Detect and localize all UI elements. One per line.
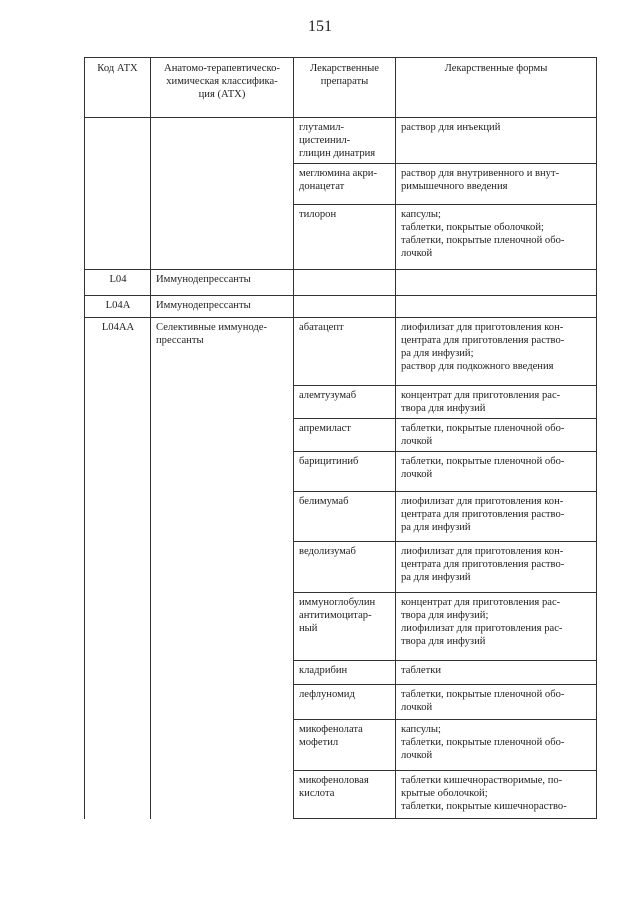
table-row	[85, 452, 597, 492]
drug-cell	[294, 661, 396, 685]
header-classification	[151, 58, 294, 118]
drug-cell	[294, 419, 396, 452]
table-row	[85, 771, 597, 819]
forms-cell	[396, 296, 597, 318]
drug-cell	[294, 771, 396, 819]
forms-cell	[396, 685, 597, 720]
forms-line: центрата для приготовления раство-	[401, 559, 565, 570]
header-code	[85, 58, 151, 118]
table-row	[85, 386, 597, 419]
drug-content	[294, 419, 395, 438]
forms-line: лочкой	[401, 248, 433, 259]
group-row	[85, 270, 597, 296]
code-cell	[85, 452, 151, 492]
code-cell	[85, 419, 151, 452]
classification-cell	[151, 118, 294, 164]
drug-line: барицитиниб	[299, 456, 359, 467]
code-cell	[85, 296, 151, 318]
atc-code-content	[85, 296, 150, 315]
table-header-row	[85, 58, 597, 118]
drug-content	[294, 661, 395, 680]
atc-code-text: L04	[109, 274, 127, 285]
forms-cell	[396, 164, 597, 205]
drug-line: тилорон	[299, 209, 337, 220]
forms-line: таблетки, покрытые пленочной обо-	[401, 423, 565, 434]
header-forms	[396, 58, 597, 118]
drug-line: ведолизумаб	[299, 546, 356, 557]
classification-cell	[151, 164, 294, 205]
code-cell	[85, 593, 151, 661]
drug-content	[294, 771, 395, 803]
table-row	[85, 419, 597, 452]
classification-cell	[151, 270, 294, 296]
classification-content	[151, 296, 293, 315]
drug-line: иммуноглобулин	[299, 597, 376, 608]
forms-line: ра для инфузий	[401, 572, 471, 583]
header-drugs-line: Лекарственные	[310, 63, 379, 74]
classification-line: Селективные иммуноде-	[156, 322, 267, 333]
classification-cell	[151, 492, 294, 542]
classification-cell	[151, 296, 294, 318]
forms-line: раствор для инъекций	[401, 122, 501, 133]
table-row	[85, 661, 597, 685]
classification-cell	[151, 452, 294, 492]
forms-line: центрата для приготовления раство-	[401, 335, 565, 346]
forms-line: центрата для приготовления раство-	[401, 509, 565, 520]
code-cell	[85, 661, 151, 685]
drug-line: микофенолата	[299, 724, 363, 735]
classification-cell	[151, 720, 294, 771]
classification-cell	[151, 419, 294, 452]
header-drugs-line: препараты	[320, 76, 369, 87]
forms-cell	[396, 492, 597, 542]
forms-line: лиофилизат для приготовления кон-	[401, 546, 564, 557]
forms-line: лочкой	[401, 750, 433, 761]
drug-content	[294, 542, 395, 561]
table-row	[85, 593, 597, 661]
drug-line: мофетил	[299, 737, 339, 748]
forms-line: лочкой	[401, 436, 433, 447]
code-cell	[85, 685, 151, 720]
drug-content	[294, 318, 395, 337]
forms-cell	[396, 771, 597, 819]
drug-cell	[294, 164, 396, 205]
code-cell	[85, 720, 151, 771]
forms-line: капсулы;	[401, 209, 441, 220]
drug-line: глутамил-	[299, 122, 345, 133]
forms-line: таблетки, покрытые кишечнораство-	[401, 801, 567, 812]
drug-cell	[294, 452, 396, 492]
code-cell	[85, 386, 151, 419]
forms-cell	[396, 661, 597, 685]
forms-cell	[396, 318, 597, 386]
forms-line: римышечного введения	[401, 181, 508, 192]
drug-cell	[294, 593, 396, 661]
table-row	[85, 720, 597, 771]
forms-content	[396, 386, 596, 418]
drug-line: антитимоцитар-	[299, 610, 372, 621]
forms-content	[396, 318, 596, 376]
atc-code-content	[85, 318, 150, 337]
drug-content	[294, 685, 395, 704]
group-row	[85, 296, 597, 318]
classification-content	[151, 270, 293, 289]
forms-line: лиофилизат для приготовления кон-	[401, 322, 564, 333]
table-row	[85, 318, 597, 386]
atc-drug-table	[84, 57, 597, 819]
forms-line: капсулы;	[401, 724, 441, 735]
atc-code-text: L04AA	[101, 322, 135, 333]
drug-cell	[294, 270, 396, 296]
drug-cell	[294, 720, 396, 771]
drug-cell	[294, 205, 396, 270]
code-cell	[85, 164, 151, 205]
table-row	[85, 118, 597, 164]
drug-line: меглюмина акри-	[299, 168, 378, 179]
code-cell	[85, 318, 151, 386]
forms-content	[396, 205, 596, 263]
forms-line: твора для инфузий;	[401, 610, 489, 621]
forms-line: ра для инфузий	[401, 522, 471, 533]
classification-content	[151, 318, 293, 350]
drug-line: алемтузумаб	[299, 390, 357, 401]
drug-line: глицин динатрия	[299, 148, 376, 159]
drug-line: цистеинил-	[299, 135, 351, 146]
drug-line: абатацепт	[299, 322, 344, 333]
classification-cell	[151, 771, 294, 819]
table-row	[85, 542, 597, 593]
code-cell	[85, 118, 151, 164]
classification-text: Иммунодепрессанты	[156, 274, 251, 285]
forms-content	[396, 118, 596, 137]
atc-code-text: L04A	[105, 300, 131, 311]
code-cell	[85, 492, 151, 542]
forms-line: лиофилизат для приготовления кон-	[401, 496, 564, 507]
forms-line: концентрат для приготовления рас-	[401, 390, 561, 401]
forms-line: концентрат для приготовления рас-	[401, 597, 561, 608]
forms-content	[396, 685, 596, 717]
forms-line: твора для инфузий	[401, 636, 486, 647]
table-row	[85, 685, 597, 720]
table-row	[85, 164, 597, 205]
forms-line: таблетки, покрытые оболочкой;	[401, 222, 544, 233]
forms-content	[396, 661, 596, 680]
drug-content	[294, 452, 395, 471]
forms-line: таблетки	[401, 665, 442, 676]
forms-line: твора для инфузий	[401, 403, 486, 414]
forms-cell	[396, 720, 597, 771]
forms-cell	[396, 386, 597, 419]
forms-line: таблетки, покрытые пленочной обо-	[401, 456, 565, 467]
classification-cell	[151, 593, 294, 661]
drug-line: ный	[299, 623, 318, 634]
forms-line: таблетки, покрытые пленочной обо-	[401, 235, 565, 246]
forms-content	[396, 419, 596, 451]
drug-cell	[294, 318, 396, 386]
drug-cell	[294, 685, 396, 720]
drug-cell	[294, 296, 396, 318]
forms-content	[396, 492, 596, 537]
forms-line: лочкой	[401, 702, 433, 713]
drug-line: микофеноловая	[299, 775, 369, 786]
forms-cell	[396, 542, 597, 593]
forms-cell	[396, 270, 597, 296]
classification-cell	[151, 542, 294, 593]
forms-content	[396, 542, 596, 587]
forms-line: лиофилизат для приготовления рас-	[401, 623, 563, 634]
drug-content	[294, 593, 395, 638]
classification-cell	[151, 661, 294, 685]
atc-code-content	[85, 270, 150, 289]
forms-content	[396, 720, 596, 765]
classification-cell	[151, 386, 294, 419]
forms-cell	[396, 593, 597, 661]
table-row	[85, 492, 597, 542]
code-cell	[85, 542, 151, 593]
drug-cell	[294, 542, 396, 593]
drug-content	[294, 164, 395, 196]
code-cell	[85, 270, 151, 296]
forms-line: таблетки кишечнорастворимые, по-	[401, 775, 563, 786]
header-code-text: Код АТХ	[97, 63, 138, 74]
header-drugs	[294, 58, 396, 118]
forms-line: раствор для внутривенного и внут-	[401, 168, 560, 179]
forms-cell	[396, 452, 597, 492]
header-classification-line: химическая классифика-	[166, 76, 278, 87]
forms-content	[396, 164, 596, 196]
forms-line: таблетки, покрытые пленочной обо-	[401, 689, 565, 700]
drug-cell	[294, 118, 396, 164]
forms-line: крытые оболочкой;	[401, 788, 488, 799]
table-row	[85, 205, 597, 270]
classification-cell	[151, 205, 294, 270]
drug-line: донацетат	[299, 181, 345, 192]
classification-cell	[151, 685, 294, 720]
classification-line: прессанты	[156, 335, 204, 346]
drug-content	[294, 492, 395, 511]
forms-content	[396, 593, 596, 651]
classification-cell	[151, 318, 294, 386]
drug-content	[294, 386, 395, 405]
forms-cell	[396, 419, 597, 452]
drug-content	[294, 720, 395, 752]
drug-cell	[294, 386, 396, 419]
forms-cell	[396, 118, 597, 164]
drug-content	[294, 118, 395, 163]
page-number: 151	[308, 18, 332, 35]
drug-line: лефлуномид	[299, 689, 355, 700]
forms-line: таблетки, покрытые пленочной обо-	[401, 737, 565, 748]
header-classification-line: ция (АТХ)	[198, 89, 246, 100]
drug-cell	[294, 492, 396, 542]
drug-line: белимумаб	[299, 496, 349, 507]
header-classification-line: Анатомо-терапевтическо-	[164, 63, 280, 74]
forms-cell	[396, 205, 597, 270]
forms-content	[396, 771, 596, 816]
drug-content	[294, 205, 395, 224]
code-cell	[85, 771, 151, 819]
classification-text: Иммунодепрессанты	[156, 300, 251, 311]
forms-line: ра для инфузий;	[401, 348, 474, 359]
header-forms-text: Лекарственные формы	[444, 63, 548, 74]
forms-line: раствор для подкожного введения	[401, 361, 554, 372]
forms-line: лочкой	[401, 469, 433, 480]
forms-content	[396, 452, 596, 484]
drug-line: кладрибин	[299, 665, 348, 676]
code-cell	[85, 205, 151, 270]
drug-line: кислота	[299, 788, 335, 799]
drug-line: апремиласт	[299, 423, 351, 434]
